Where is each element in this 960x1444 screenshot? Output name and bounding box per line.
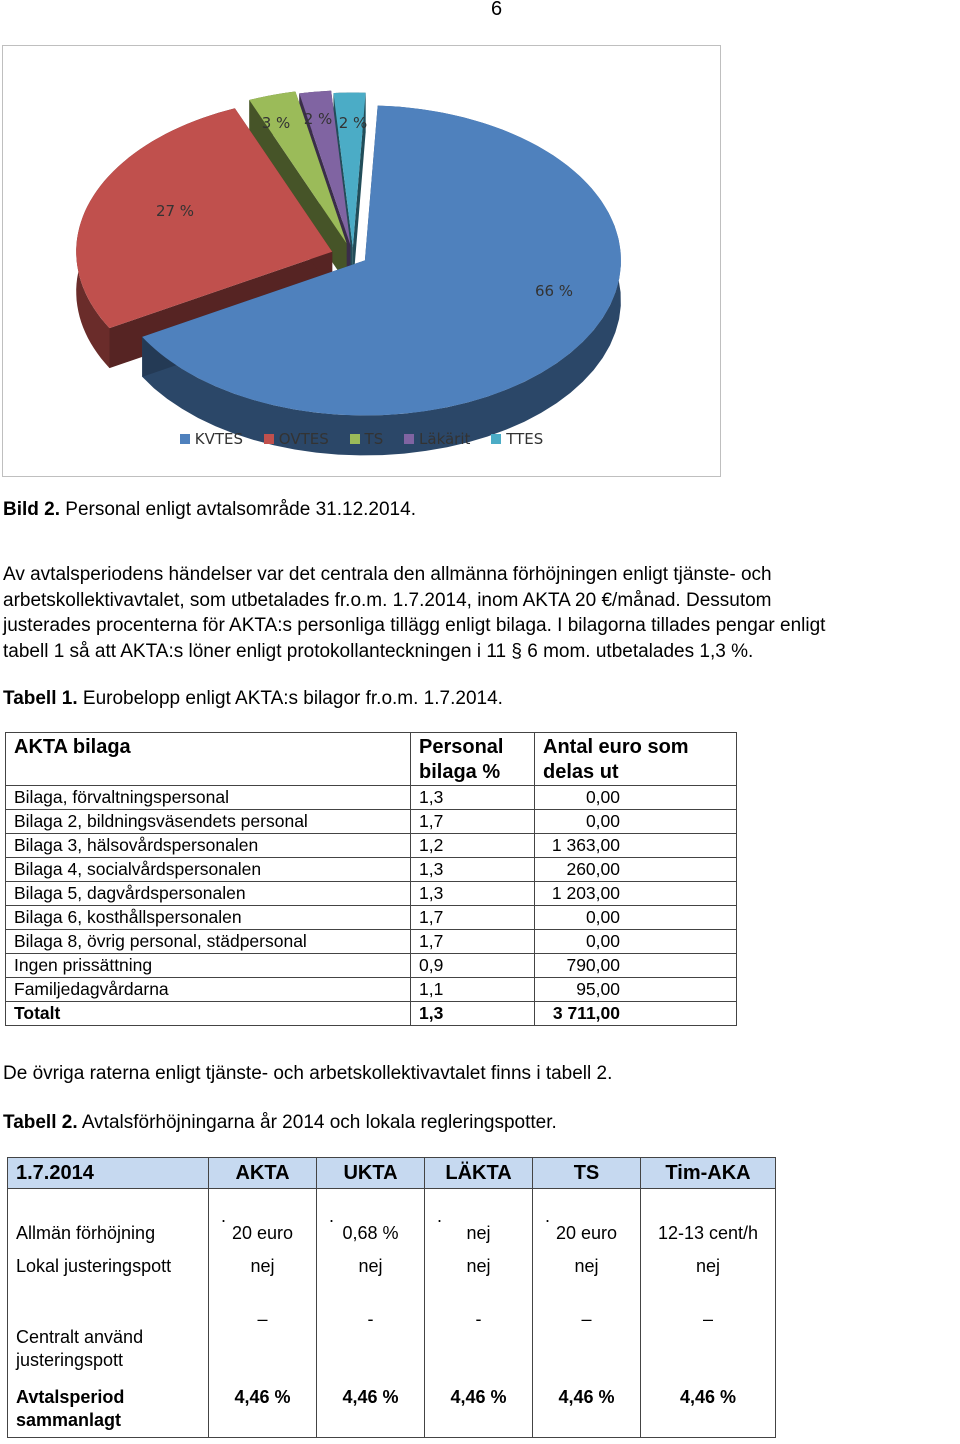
cell-euro: 0,00 (535, 786, 737, 810)
caption-label: Bild 2. (3, 499, 61, 520)
header-personal: Personal bilaga % (411, 733, 535, 786)
paragraph-line: arbetskollektivavtalet, som utbetalades fr.o.m. 1.7.2014, inom AKTA 20 €/månad. Dessutom (3, 589, 772, 611)
cell-procent: 1,3 (411, 858, 535, 882)
paragraph-line: Av avtalsperiodens händelser var det centrala den allmänna förhöjningen enligt tjänste- och (3, 564, 772, 585)
table-row-total (6, 1002, 737, 1026)
header-ts: TS (533, 1158, 641, 1189)
cell-procent: 1,7 (411, 930, 535, 954)
cell-bilaga: Familjedagvårdarna (6, 978, 411, 1002)
legend-label: Läkärit (419, 430, 471, 448)
cell-euro: 260,00 (535, 858, 737, 882)
pie-data-label: 2 % (338, 114, 368, 132)
legend-swatch (404, 434, 414, 444)
cell-bilaga: Bilaga, förvaltningspersonal (6, 786, 411, 810)
paragraph-line: tabell 1 så att AKTA:s löner enligt protokollanteckningen i 11 § 6 mom. utbetalades 1,3 %. (3, 640, 754, 662)
table-row-avtalsperiod (8, 1382, 776, 1438)
cell: . 20 euro (209, 1189, 317, 1247)
cell: 4,46 % (425, 1382, 533, 1438)
row-label: Avtalsperiod sammanlagt (8, 1382, 209, 1438)
legend-swatch (180, 434, 190, 444)
pie-data-label: 66 % (534, 282, 574, 300)
cell-bilaga: Bilaga 4, socialvårdspersonalen (6, 858, 411, 882)
body-paragraph (3, 562, 958, 664)
cell: 12-13 cent/h (641, 1189, 776, 1247)
cell-euro: 1 363,00 (535, 834, 737, 858)
cell-bilaga: Bilaga 6, kosthållspersonalen (6, 906, 411, 930)
cell-procent: 1,7 (411, 906, 535, 930)
cell-bilaga: Bilaga 8, övrig personal, städpersonal (6, 930, 411, 954)
cell-bilaga: Bilaga 2, bildningsväsendets personal (6, 810, 411, 834)
cell-euro: 0,00 (535, 906, 737, 930)
cell: nej (641, 1247, 776, 1287)
table-bilagor (5, 732, 737, 1026)
pie-chart-svg (3, 46, 722, 478)
cell: 4,46 % (533, 1382, 641, 1438)
cell: nej (317, 1247, 425, 1287)
cell: 4,46 % (209, 1382, 317, 1438)
paragraph-line: justerades procenterna för AKTA:s personliga tillägg enligt bilaga. I bilagorna tillades pengar enligt (3, 615, 826, 636)
legend-label: KVTES (194, 430, 244, 448)
legend-swatch (350, 434, 360, 444)
table2-caption (3, 1112, 557, 1134)
pie-data-label: 3 % (261, 114, 291, 132)
row-label: Lokal justeringspott (8, 1247, 209, 1287)
table-header-row (6, 733, 737, 786)
cell-bilaga: Bilaga 3, hälsovårdspersonalen (6, 834, 411, 858)
page-number: 6 (491, 0, 503, 20)
legend-item-ts (350, 430, 384, 448)
cell-procent: 1,7 (411, 810, 535, 834)
cell-bilaga: Ingen prissättning (6, 954, 411, 978)
table-row-centralt (8, 1287, 776, 1382)
cell-euro: 0,00 (535, 930, 737, 954)
cell: nej (533, 1247, 641, 1287)
cell: - (317, 1287, 425, 1382)
legend-item-ttes (491, 430, 543, 448)
table-avtalsforhojningar (7, 1157, 776, 1438)
chart-legend (3, 430, 720, 448)
table-row (6, 786, 737, 810)
legend-label: TS (364, 430, 384, 448)
pie-data-label: 27 % (155, 202, 195, 220)
table-row (6, 978, 737, 1002)
header-date: 1.7.2014 (8, 1158, 209, 1189)
cell: 4,46 % (641, 1382, 776, 1438)
header-lakta: LÄKTA (425, 1158, 533, 1189)
legend-swatch (491, 434, 501, 444)
cell: nej (209, 1247, 317, 1287)
cell-euro: 95,00 (535, 978, 737, 1002)
table-header-row (8, 1158, 776, 1189)
cell-procent: 1,3 (411, 882, 535, 906)
cell-euro: 790,00 (535, 954, 737, 978)
table-row (6, 882, 737, 906)
pie-chart (2, 45, 721, 477)
legend-item-kvtes (180, 430, 243, 448)
row-label: Centralt använd justeringspott (8, 1287, 209, 1382)
cell-procent: 0,9 (411, 954, 535, 978)
caption-text: Avtalsförhöjningarna år 2014 och lokala regleringspotter. (77, 1112, 557, 1133)
pie-data-label: 2 % (303, 110, 333, 128)
cell-euro: 1 203,00 (535, 882, 737, 906)
cell-procent: 1,1 (411, 978, 535, 1002)
legend-swatch (264, 434, 274, 444)
body-paragraph-2: De övriga raterna enligt tjänste- och arbetskollektivavtalet finns i tabell 2. (3, 1063, 613, 1084)
caption-text: Eurobelopp enligt AKTA:s bilagor fr.o.m. 1.7.2014. (77, 688, 503, 709)
table-row (6, 858, 737, 882)
cell: – (209, 1287, 317, 1382)
header-tim-aka: Tim-AKA (641, 1158, 776, 1189)
header-akta-bilaga: AKTA bilaga (6, 733, 411, 786)
header-ukta: UKTA (317, 1158, 425, 1189)
cell: – (533, 1287, 641, 1382)
cell: nej (425, 1247, 533, 1287)
legend-label: TTES (506, 430, 544, 448)
legend-item-lakarit (404, 430, 470, 448)
cell-bilaga: Bilaga 5, dagvårdspersonalen (6, 882, 411, 906)
cell: . 20 euro (533, 1189, 641, 1247)
cell: - (425, 1287, 533, 1382)
row-label: Allmän förhöjning (8, 1189, 209, 1247)
caption-text: Personal enligt avtalsområde 31.12.2014. (60, 499, 416, 520)
figure-caption (3, 499, 416, 521)
caption-label: Tabell 2. (3, 1112, 78, 1133)
cell-procent: 1,2 (411, 834, 535, 858)
cell: . nej (425, 1189, 533, 1247)
cell-procent: 1,3 (411, 1002, 535, 1026)
cell: 4,46 % (317, 1382, 425, 1438)
table-row-allman (8, 1189, 776, 1247)
table-row (6, 906, 737, 930)
cell-euro: 3 711,00 (535, 1002, 737, 1026)
header-antal-euro: Antal euro som delas ut (535, 733, 737, 786)
table1-caption (3, 688, 503, 710)
table-row (6, 954, 737, 978)
cell: – (641, 1287, 776, 1382)
legend-item-ovtes (264, 430, 329, 448)
table-row-lokal (8, 1247, 776, 1287)
cell-euro: 0,00 (535, 810, 737, 834)
table-row (6, 930, 737, 954)
table-row (6, 810, 737, 834)
legend-label: OVTES (278, 430, 329, 448)
cell-procent: 1,3 (411, 786, 535, 810)
cell: . 0,68 % (317, 1189, 425, 1247)
table-row (6, 834, 737, 858)
header-akta: AKTA (209, 1158, 317, 1189)
caption-label: Tabell 1. (3, 688, 78, 709)
cell-bilaga: Totalt (6, 1002, 411, 1026)
